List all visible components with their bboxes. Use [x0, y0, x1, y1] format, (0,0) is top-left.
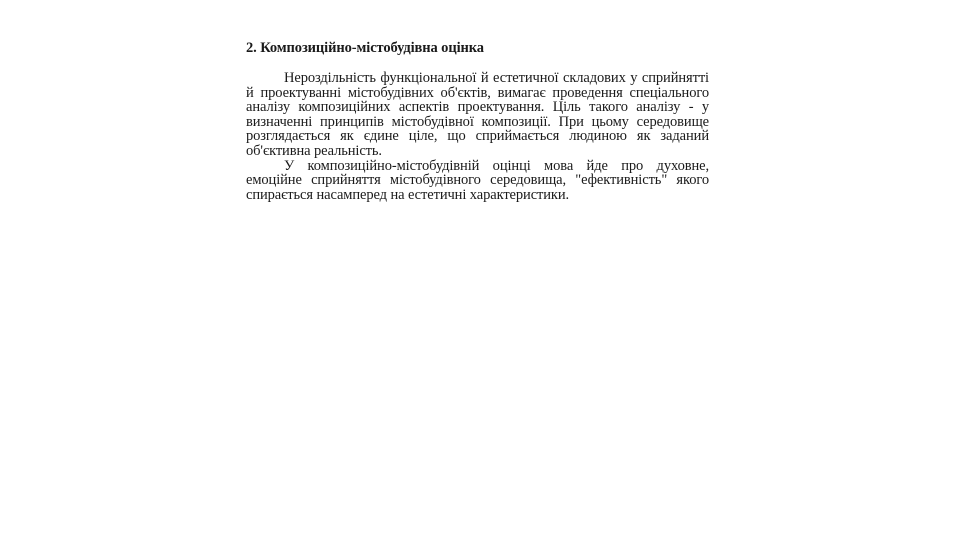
paragraph: Нероздільність функціональної й естетичної складових у сприйнятті й проектуванні містобудівних об'єктів, вимагає проведення спеціального аналізу композиційних аспектів проектування. Ціль такого аналізу - у визначенні принципів містобудівної композиції. При цьому середовище розглядається як єдине ціле, що сприймається людиною як заданий об'єктивна реальність. [246, 70, 709, 159]
section-heading: 2. Композиційно-містобудівна оцінка [246, 40, 484, 56]
document-body [246, 38, 709, 202]
paragraph: У композиційно-містобудівній оцінці мова йде про духовне, емоційне сприйняття містобудівного середовища, "ефективність" якого спирається насамперед на естетичні характеристики. [246, 157, 709, 203]
